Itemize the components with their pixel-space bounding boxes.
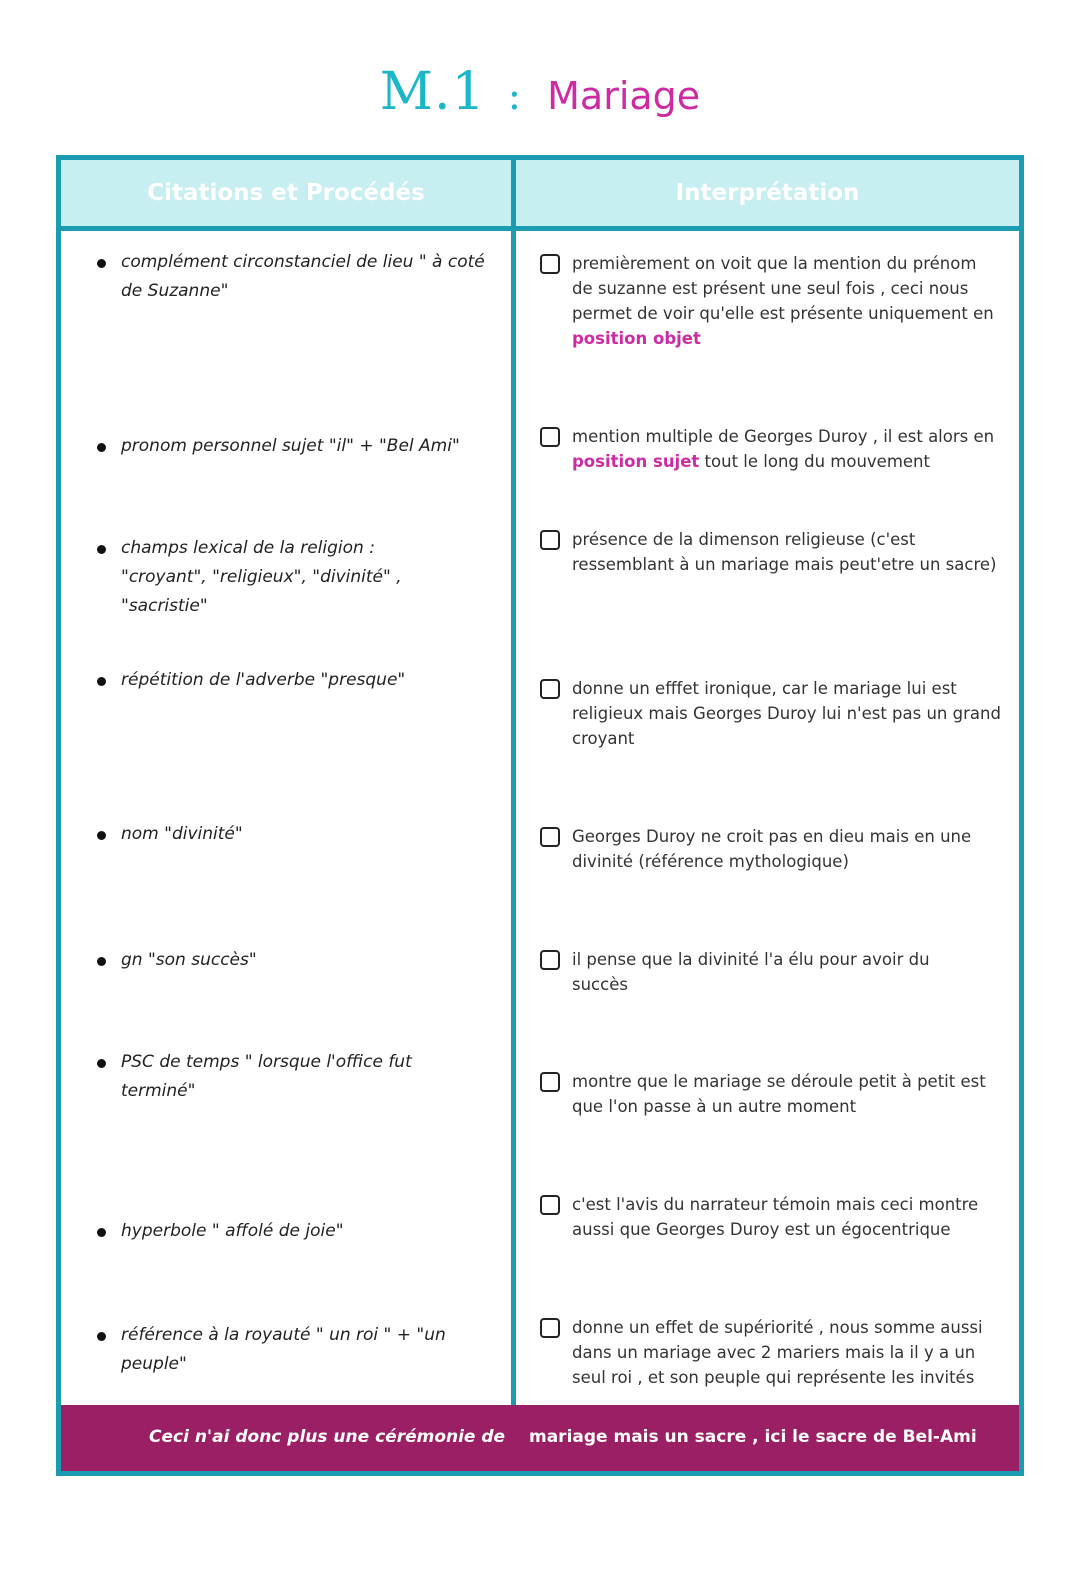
checkbox[interactable] <box>540 1318 560 1338</box>
conclusion-part-2: mariage mais un sacre , ici le sacre de Bel-Ami <box>529 1427 977 1447</box>
bullet <box>97 957 106 966</box>
interpretation-item: premièrement on voit que la mention du prénom de suzanne est présent une seul fois , ceci nous permet de voir qu'elle est présente uniquement en position objet <box>540 251 1002 351</box>
bullet <box>97 831 106 840</box>
header-citations: Citations et Procédés <box>61 160 511 226</box>
checkbox[interactable] <box>540 1072 560 1092</box>
citation-item: hyperbole " affolé de joie" <box>97 1217 492 1246</box>
checkbox[interactable] <box>540 530 560 550</box>
citation-item: référence à la royauté " un roi " + "un peuple" <box>97 1321 457 1379</box>
bullet <box>97 259 106 268</box>
interpretation-item: il pense que la divinité l'a élu pour avoir du succès <box>540 947 960 997</box>
page-title <box>0 62 1080 122</box>
bullet <box>97 1059 106 1068</box>
checkbox[interactable] <box>540 679 560 699</box>
checkbox[interactable] <box>540 950 560 970</box>
analysis-table <box>56 155 1024 1476</box>
checkbox[interactable] <box>540 254 560 274</box>
bullet <box>97 677 106 686</box>
title-word: Mariage <box>547 74 701 118</box>
citation-item: nom "divinité" <box>97 820 492 849</box>
bullet <box>97 545 106 554</box>
conclusion-banner <box>61 1405 1019 1471</box>
interpretation-item: donne un efffet ironique, car le mariage lui est religieux mais Georges Duroy lui n'est pas un grand croyant <box>540 676 1002 751</box>
interpretation-item: Georges Duroy ne croit pas en dieu mais en une divinité (référence mythologique) <box>540 824 1002 874</box>
interpretation-item: présence de la dimenson religieuse (c'est ressemblant à un mariage mais peut'etre un sacre) <box>540 527 1002 577</box>
column-divider <box>511 160 516 1405</box>
title-separator: : <box>507 73 522 119</box>
bullet <box>97 443 106 452</box>
interpretation-item: c'est l'avis du narrateur témoin mais ceci montre aussi que Georges Duroy est un égocentrique <box>540 1192 1002 1242</box>
citation-item: gn "son succès" <box>97 946 492 975</box>
checkbox[interactable] <box>540 427 560 447</box>
header-interpretation: Interprétation <box>516 160 1019 226</box>
interpretation-item: montre que le mariage se déroule petit à petit est que l'on passe à un autre moment <box>540 1069 1002 1119</box>
bullet <box>97 1228 106 1237</box>
interpretation-item: donne un effet de supériorité , nous somme aussi dans un mariage avec 2 mariers mais la il y a un seul roi , et son peuple qui représente les invités <box>540 1315 1002 1390</box>
citation-item: champs lexical de la religion : "croyant", "religieux", "divinité" , "sacristie" <box>97 534 457 621</box>
citation-item: complément circonstanciel de lieu " à coté de Suzanne" <box>97 248 492 306</box>
checkbox[interactable] <box>540 827 560 847</box>
title-code: M.1 <box>379 62 486 122</box>
interpretation-item: mention multiple de Georges Duroy , il est alors en position sujet tout le long du mouvement <box>540 424 1002 474</box>
citation-item: pronom personnel sujet "il" + "Bel Ami" <box>97 432 492 461</box>
checkbox[interactable] <box>540 1195 560 1215</box>
conclusion-part-1: Ceci n'ai donc plus une cérémonie de <box>149 1427 506 1447</box>
citation-item: répétition de l'adverbe "presque" <box>97 666 492 695</box>
citation-item: PSC de temps " lorsque l'office fut terminé" <box>97 1048 427 1106</box>
bullet <box>97 1332 106 1341</box>
header-divider <box>61 226 1019 231</box>
